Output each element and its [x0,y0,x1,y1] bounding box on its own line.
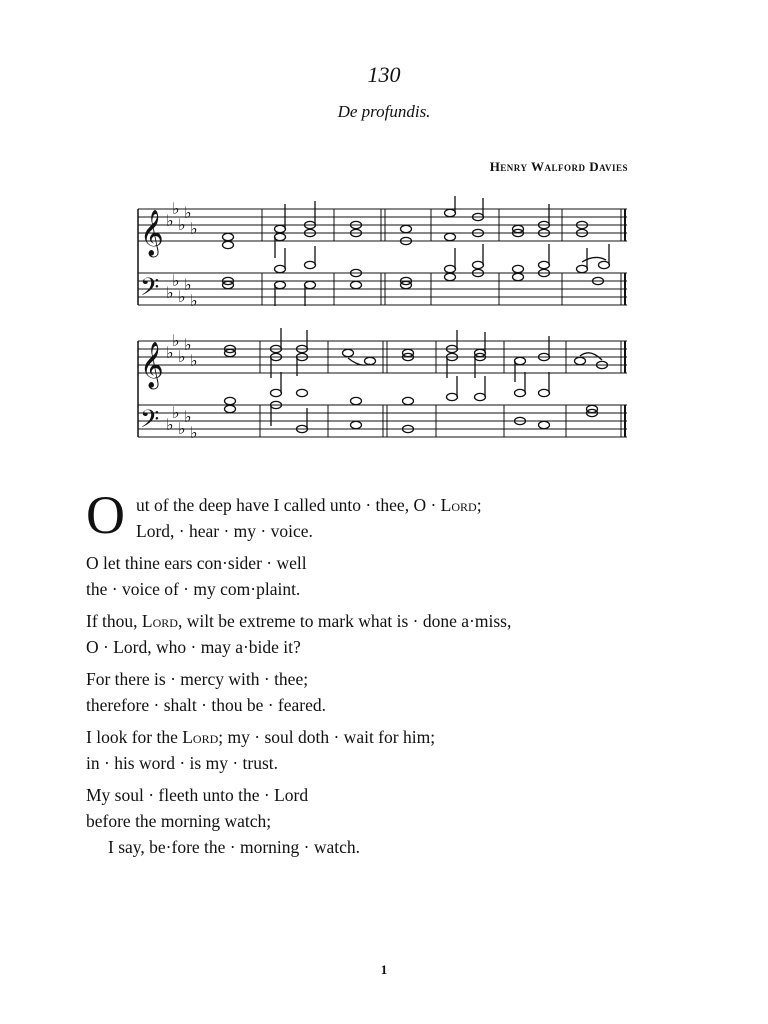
verse-3 [86,608,686,660]
verse-line: O · Lord, who · may a·bide it? [86,637,301,657]
verse-5 [86,724,686,776]
verse-line: before the morning watch; [86,811,272,831]
psalm-number: 130 [367,62,401,87]
music-notation-system-1 [130,196,635,316]
verse-line: Lord, · hear · my · voice. [136,521,313,541]
score-system-1 [130,196,635,316]
svg-text:♭: ♭ [190,423,198,442]
svg-text:♭: ♭ [166,283,174,302]
svg-text:♭: ♭ [172,331,180,350]
svg-text:♭: ♭ [184,203,192,222]
psalm-text [86,485,686,866]
score-system-2 [130,326,635,450]
svg-text:♭: ♭ [178,287,186,306]
svg-text:♭: ♭ [172,271,180,290]
composer-credit: Henry Walford Davies [489,159,628,174]
verse-6 [86,782,686,860]
svg-text:𝄞: 𝄞 [140,210,164,256]
psalm-title: De profundis. [337,102,431,121]
svg-text:♭: ♭ [178,347,186,366]
verse-2 [86,550,686,602]
svg-text:♭: ♭ [178,419,186,438]
verse-line: For there is · mercy with · thee; [86,669,309,689]
page-number: 1 [380,962,388,977]
verse-line-indented: I say, be·fore the · morning · watch. [108,837,361,857]
verse-line: the · voice of · my com·plaint. [86,579,301,599]
verse-line: in · his word · is my · trust. [86,753,279,773]
svg-text:𝄞: 𝄞 [140,342,164,388]
svg-text:♭: ♭ [166,211,174,230]
verse-line: My soul · fleeth unto the · Lord [86,785,309,805]
svg-text:♭: ♭ [190,219,198,238]
verse-line: ut of the deep have I called unto · thee, O · Lord; [136,495,482,515]
svg-text:♭: ♭ [190,351,198,370]
svg-text:♭: ♭ [178,215,186,234]
verse-line: therefore · shalt · thou be · feared. [86,695,327,715]
svg-text:♭: ♭ [172,403,180,422]
verse-1 [86,485,686,545]
svg-text:♭: ♭ [172,199,180,218]
music-notation-system-2 [130,326,635,450]
verse-4 [86,666,686,718]
verse-line: If thou, Lord, wilt be extreme to mark what is · done a·miss, [86,611,512,631]
drop-cap: O [86,485,125,545]
svg-text:𝄢: 𝄢 [140,273,160,308]
svg-text:♭: ♭ [184,275,192,294]
svg-text:♭: ♭ [190,291,198,310]
svg-text:♭: ♭ [166,415,174,434]
svg-text:♭: ♭ [166,343,174,362]
svg-text:𝄢: 𝄢 [140,405,160,440]
verse-line: I look for the Lord; my · soul doth · wait for him; [86,727,436,747]
verse-line: O let thine ears con·sider · well [86,553,307,573]
svg-text:♭: ♭ [184,407,192,426]
svg-text:♭: ♭ [184,335,192,354]
